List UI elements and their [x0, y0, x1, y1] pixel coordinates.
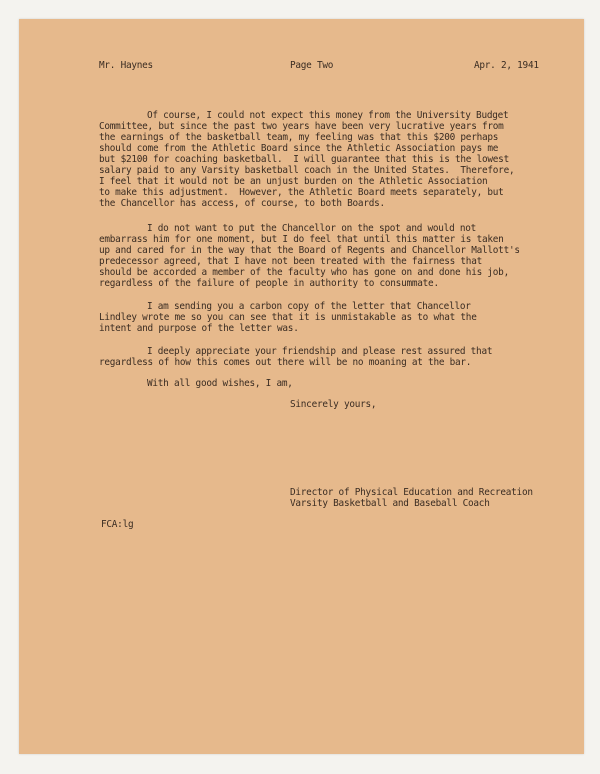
page-number: Page Two	[290, 60, 334, 71]
text-line: predecessor agreed, that I have not been treated with the fairness that	[99, 256, 482, 267]
closing-salutation: Sincerely yours,	[290, 399, 377, 410]
signature-title-1: Director of Physical Education and Recreation	[290, 487, 533, 498]
text-line: I do not want to put the Chancellor on the spot and would not	[147, 223, 477, 234]
text-line: should be accorded a member of the faculty who has gone on and done his job,	[99, 267, 509, 278]
text-line: I am sending you a carbon copy of the letter that Chancellor	[147, 301, 471, 312]
letter-date: Apr. 2, 1941	[474, 60, 539, 71]
text-line: but $2100 for coaching basketball. I will guarantee that this is the lowest	[99, 154, 509, 165]
text-line: the Chancellor has access, of course, to both Boards.	[99, 198, 385, 209]
text-line: regardless of the failure of people in authority to consummate.	[99, 278, 439, 289]
text-line: intent and purpose of the letter was.	[99, 323, 299, 334]
text-line: to make this adjustment. However, the Athletic Board meets separately, but	[99, 187, 504, 198]
text-line: Lindley wrote me so you can see that it is unmistakable as to what the	[99, 312, 477, 323]
text-line: salary paid to any Varsity basketball coach in the United States. Therefore,	[99, 165, 515, 176]
text-line: Of course, I could not expect this money from the University Budget	[147, 110, 509, 121]
text-line: regardless of how this comes out there will be no moaning at the bar.	[99, 357, 472, 368]
text-line: I deeply appreciate your friendship and please rest assured that	[147, 346, 493, 357]
closing-wish: With all good wishes, I am,	[147, 378, 293, 389]
letter-page	[19, 19, 584, 754]
text-line: embarrass him for one moment, but I do feel that until this matter is taken	[99, 234, 504, 245]
signature-title-2: Varsity Basketball and Baseball Coach	[290, 498, 490, 509]
recipient-line: Mr. Haynes	[99, 60, 153, 71]
text-line: should come from the Athletic Board since the Athletic Association pays me	[99, 143, 499, 154]
text-line: the earnings of the basketball team, my feeling was that this $200 perhaps	[99, 132, 499, 143]
text-line: up and cared for in the way that the Board of Regents and Chancellor Mallott's	[99, 245, 520, 256]
text-line: I feel that it would not be an unjust burden on the Athletic Association	[99, 176, 488, 187]
typist-initials: FCA:lg	[101, 519, 134, 530]
text-line: Committee, but since the past two years have been very lucrative years from	[99, 121, 504, 132]
